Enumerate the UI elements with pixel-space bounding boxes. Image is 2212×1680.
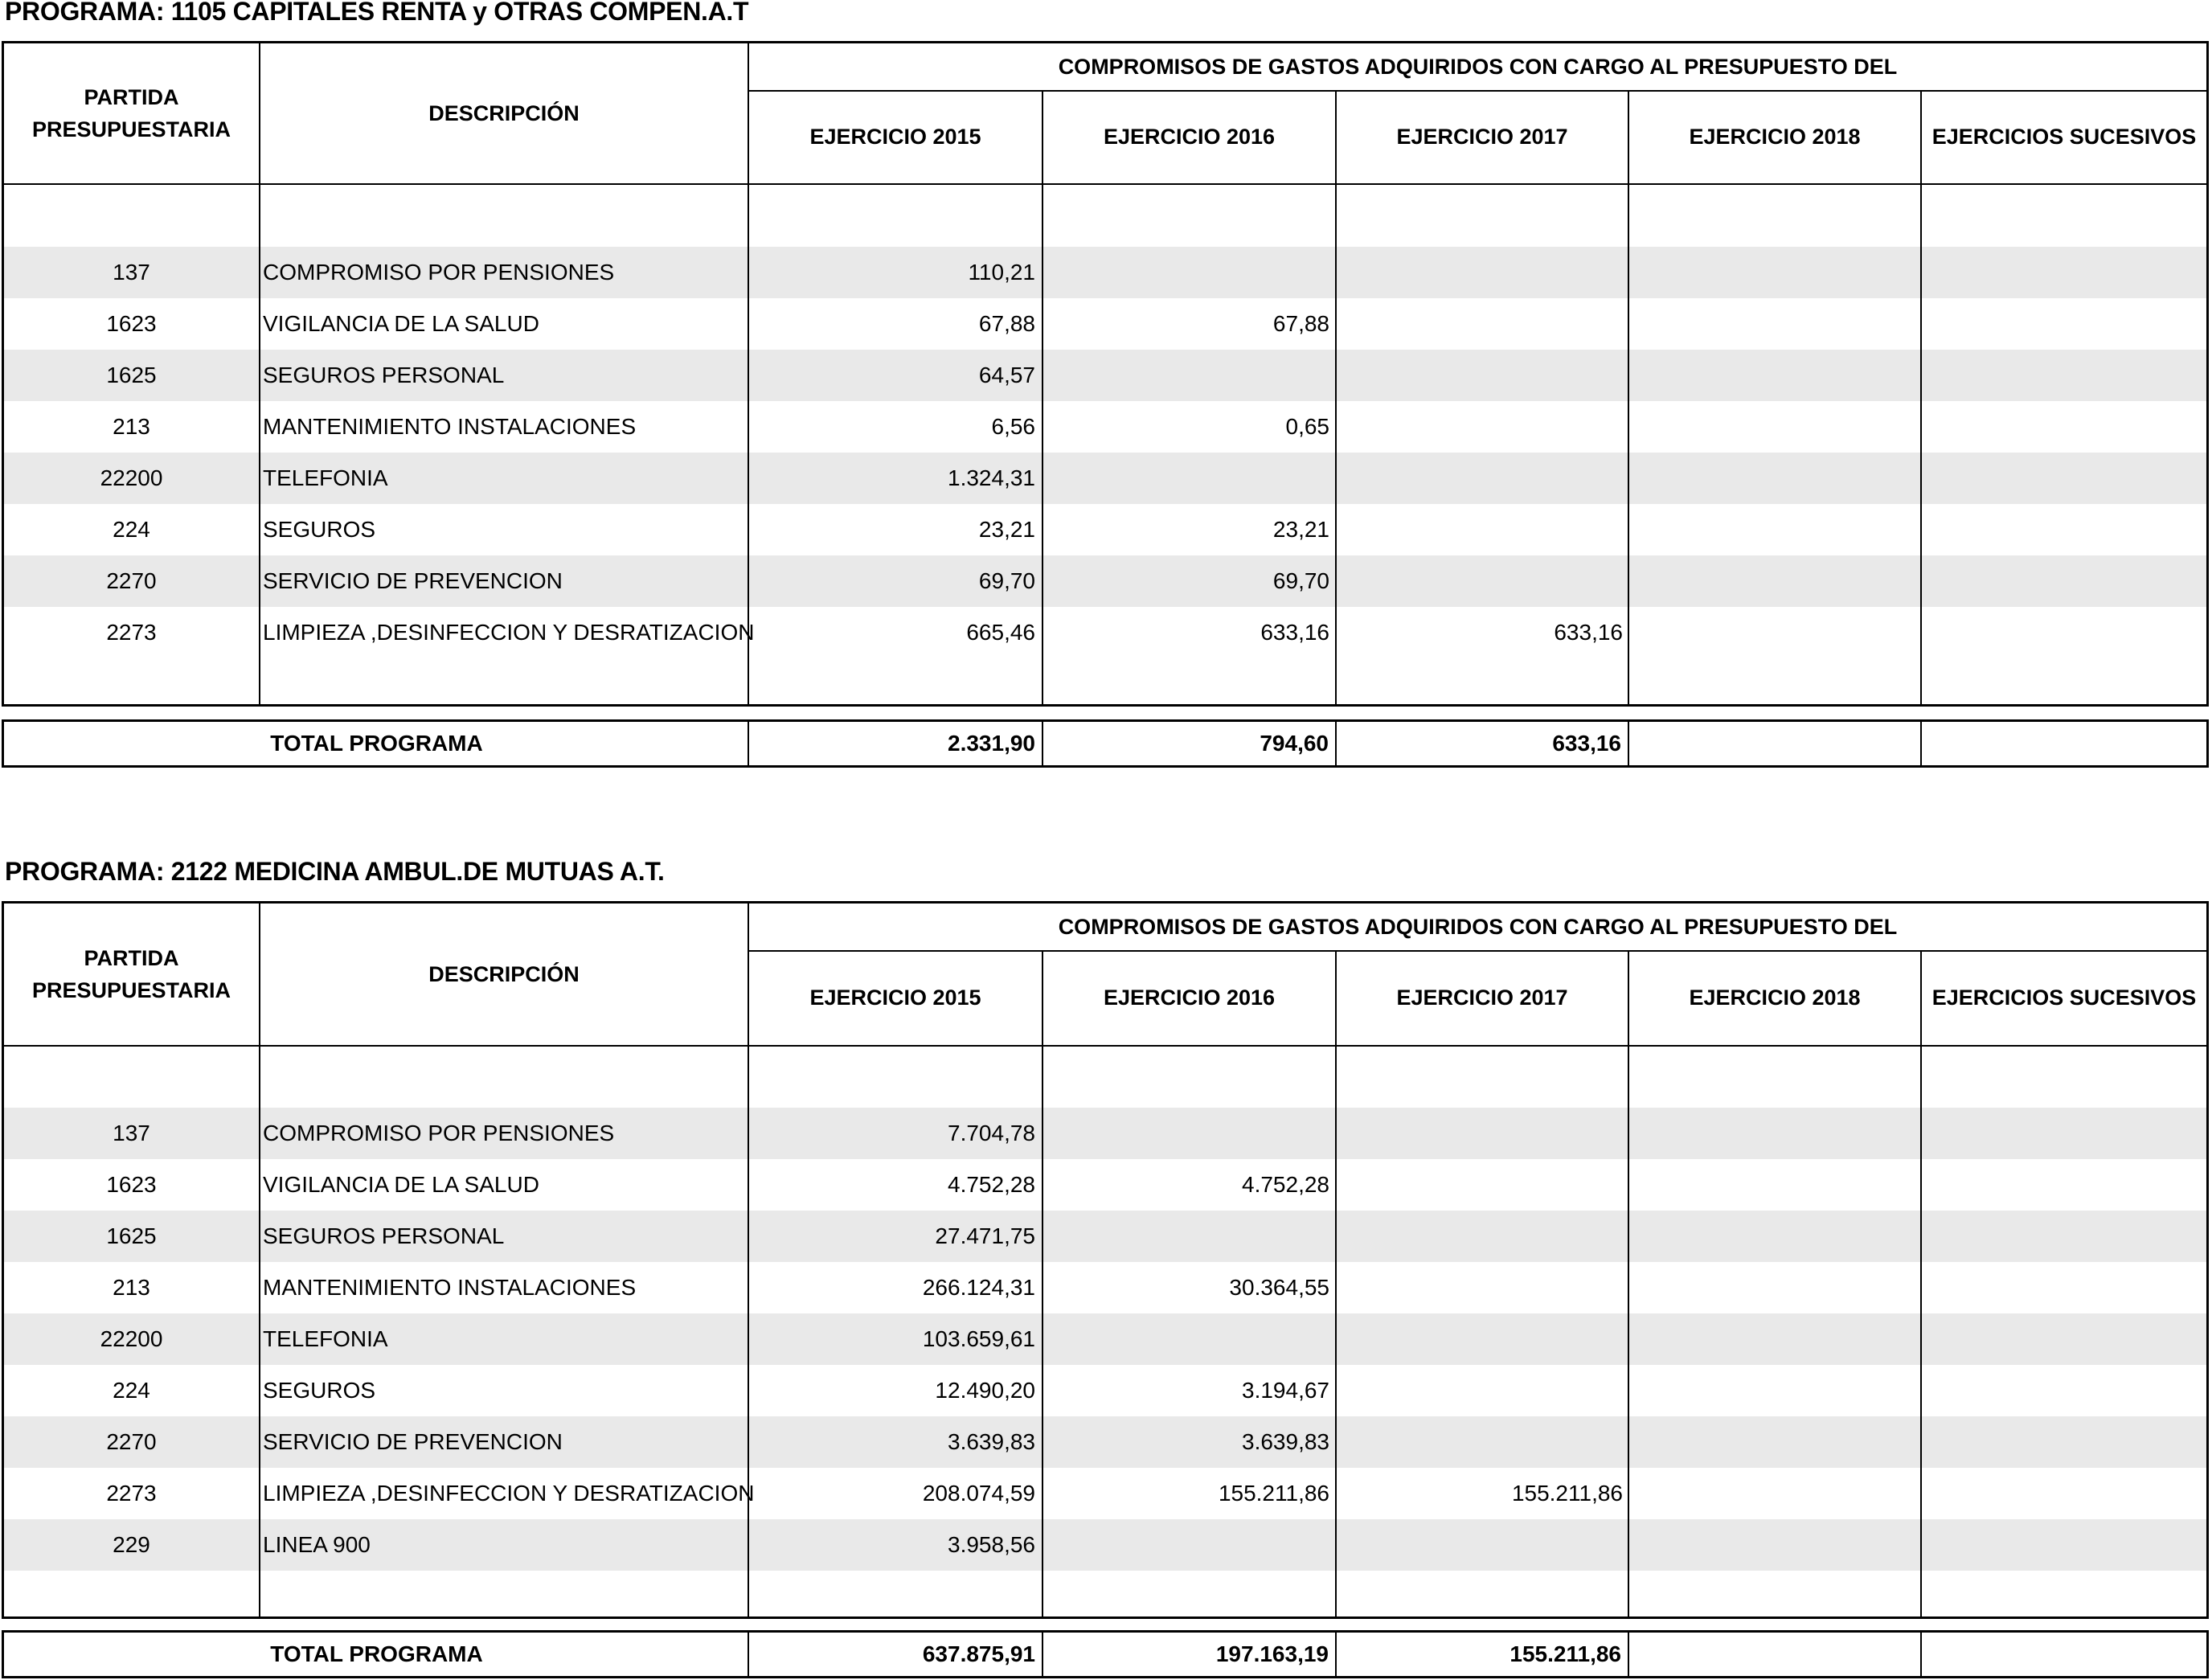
row-code: 1625 [106, 1223, 157, 1248]
row-description: COMPROMISO POR PENSIONES [263, 260, 615, 285]
header-compromisos: COMPROMISOS DE GASTOS ADQUIRIDOS CON CARGO AL PRESUPUESTO DEL [1058, 55, 1898, 79]
row-value-2016 [1043, 1313, 1336, 1365]
row-value-2015: 12.490,20 [935, 1378, 1035, 1403]
row-value-2017 [1337, 555, 1629, 607]
header-ejercicio-2015: EJERCICIO 2015 [809, 125, 981, 149]
row-value-2015: 7.704,78 [948, 1121, 1035, 1145]
row-code: 1623 [106, 311, 157, 336]
header-partida: PARTIDA PRESUPUESTARIA [31, 946, 231, 1002]
row-value-2017: 633,16 [1554, 620, 1623, 645]
row-value-2016 [1043, 453, 1336, 504]
row-value-2017 [1337, 1262, 1629, 1313]
program-table [2, 901, 2209, 1619]
total-value-2016: 197.163,19 [1215, 1641, 1329, 1666]
row-value-2015: 4.752,28 [948, 1172, 1035, 1197]
row-value-2015: 27.471,75 [935, 1223, 1035, 1248]
program-title: PROGRAMA: 2122 MEDICINA AMBUL.DE MUTUAS A.T. [5, 857, 665, 886]
row-value-2016: 23,21 [1272, 517, 1329, 542]
row-code: 2270 [106, 1429, 157, 1454]
row-value-2015: 1.324,31 [948, 465, 1035, 490]
row-value-2015: 665,46 [966, 620, 1035, 645]
row-code: 137 [113, 260, 150, 285]
row-description: VIGILANCIA DE LA SALUD [263, 1172, 539, 1197]
header-ejercicio-2018: EJERCICIO 2018 [1689, 985, 1861, 1010]
row-code: 229 [113, 1532, 150, 1557]
row-code: 2273 [106, 1481, 157, 1506]
row-value-2016: 67,88 [1272, 311, 1329, 336]
row-value-2016: 3.639,83 [1242, 1429, 1329, 1454]
row-value-2015: 6,56 [991, 414, 1035, 439]
row-value-2017 [1337, 1416, 1629, 1468]
row-value-2017 [1337, 1211, 1629, 1262]
program-table [2, 41, 2209, 707]
row-value-2016: 30.364,55 [1229, 1275, 1329, 1300]
total-value-2015: 637.875,91 [922, 1641, 1035, 1666]
total-row [2, 1630, 2209, 1678]
row-value-2017 [1337, 298, 1629, 350]
row-value-2015: 103.659,61 [922, 1326, 1035, 1351]
total-value-2017: 633,16 [1552, 731, 1621, 756]
row-description: SEGUROS PERSONAL [263, 363, 505, 387]
row-code: 22200 [100, 465, 163, 490]
row-code: 213 [113, 1275, 150, 1300]
program-title: PROGRAMA: 1105 CAPITALES RENTA y OTRAS COMPEN.A.T [5, 0, 749, 26]
row-value-2017: 155.211,86 [1511, 1481, 1623, 1506]
header-ejercicios-sucesivos: EJERCICIOS SUCESIVOS [1931, 125, 2197, 149]
row-value-2017 [1337, 1365, 1629, 1416]
total-value-2017: 155.211,86 [1509, 1641, 1621, 1666]
row-code: 1625 [106, 363, 157, 387]
row-description: VIGILANCIA DE LA SALUD [263, 311, 539, 336]
row-code: 22200 [100, 1326, 163, 1351]
row-value-2017 [1337, 1159, 1629, 1211]
row-value-2015: 64,57 [978, 363, 1035, 387]
row-value-2017 [1337, 1108, 1629, 1159]
header-ejercicio-2017: EJERCICIO 2017 [1396, 985, 1568, 1010]
header-ejercicio-2018: EJERCICIO 2018 [1689, 125, 1861, 149]
row-value-2017 [1337, 401, 1629, 453]
header-ejercicio-2016: EJERCICIO 2016 [1103, 985, 1276, 1010]
row-value-2017 [1337, 247, 1629, 298]
row-value-2015: 23,21 [978, 517, 1035, 542]
row-description: LINEA 900 [263, 1532, 371, 1557]
row-description: COMPROMISO POR PENSIONES [263, 1121, 615, 1145]
row-description: SERVICIO DE PREVENCION [263, 1429, 563, 1454]
row-description: TELEFONIA [263, 465, 388, 490]
row-value-2017 [1337, 1313, 1629, 1365]
row-value-2016: 4.752,28 [1242, 1172, 1329, 1197]
row-code: 224 [113, 1378, 150, 1403]
row-value-2016: 69,70 [1272, 568, 1329, 593]
row-value-2016: 0,65 [1285, 414, 1329, 439]
total-value-2015: 2.331,90 [948, 731, 1035, 756]
header-ejercicio-2017: EJERCICIO 2017 [1396, 125, 1568, 149]
header-compromisos: COMPROMISOS DE GASTOS ADQUIRIDOS CON CARGO AL PRESUPUESTO DEL [1058, 915, 1898, 939]
total-label: TOTAL PROGRAMA [270, 1641, 483, 1666]
row-description: SEGUROS [263, 1378, 376, 1403]
row-value-2015: 110,21 [968, 260, 1035, 285]
row-value-2017 [1337, 504, 1629, 555]
row-value-2015: 266.124,31 [922, 1275, 1035, 1300]
row-description: SERVICIO DE PREVENCION [263, 568, 563, 593]
row-value-2016 [1043, 1519, 1336, 1571]
row-value-2016: 155.211,86 [1218, 1481, 1329, 1506]
row-value-2015: 69,70 [978, 568, 1035, 593]
row-description: TELEFONIA [263, 1326, 388, 1351]
row-value-2016 [1043, 1211, 1336, 1262]
row-value-2016 [1043, 247, 1336, 298]
total-value-2016: 794,60 [1260, 731, 1329, 756]
row-description: MANTENIMIENTO INSTALACIONES [263, 1275, 637, 1300]
row-value-2016: 3.194,67 [1242, 1378, 1329, 1403]
row-value-2015: 208.074,59 [922, 1481, 1035, 1506]
row-description: MANTENIMIENTO INSTALACIONES [263, 414, 637, 439]
row-description: LIMPIEZA ,DESINFECCION Y DESRATIZACION [263, 1481, 755, 1506]
row-code: 224 [113, 517, 150, 542]
row-value-2017 [1337, 1519, 1629, 1571]
header-ejercicio-2015: EJERCICIO 2015 [809, 985, 981, 1010]
row-code: 137 [113, 1121, 150, 1145]
row-value-2017 [1337, 350, 1629, 401]
row-description: SEGUROS PERSONAL [263, 1223, 505, 1248]
row-code: 2270 [106, 568, 157, 593]
row-description: SEGUROS [263, 517, 376, 542]
row-value-2016 [1043, 350, 1336, 401]
row-code: 213 [113, 414, 150, 439]
row-value-2017 [1337, 453, 1629, 504]
row-value-2015: 3.958,56 [948, 1532, 1035, 1557]
row-value-2016 [1043, 1108, 1336, 1159]
row-value-2015: 3.639,83 [948, 1429, 1035, 1454]
total-row [2, 719, 2209, 768]
header-partida: PARTIDA PRESUPUESTARIA [31, 85, 231, 141]
row-code: 2273 [106, 620, 157, 645]
header-ejercicios-sucesivos: EJERCICIOS SUCESIVOS [1931, 985, 2197, 1010]
row-description: LIMPIEZA ,DESINFECCION Y DESRATIZACION [263, 620, 755, 645]
header-ejercicio-2016: EJERCICIO 2016 [1103, 125, 1276, 149]
total-label: TOTAL PROGRAMA [270, 731, 483, 756]
row-code: 1623 [106, 1172, 157, 1197]
row-value-2016: 633,16 [1260, 620, 1329, 645]
header-descripcion: DESCRIPCIÓN [428, 101, 580, 125]
row-value-2015: 67,88 [978, 311, 1035, 336]
header-descripcion: DESCRIPCIÓN [428, 962, 580, 986]
